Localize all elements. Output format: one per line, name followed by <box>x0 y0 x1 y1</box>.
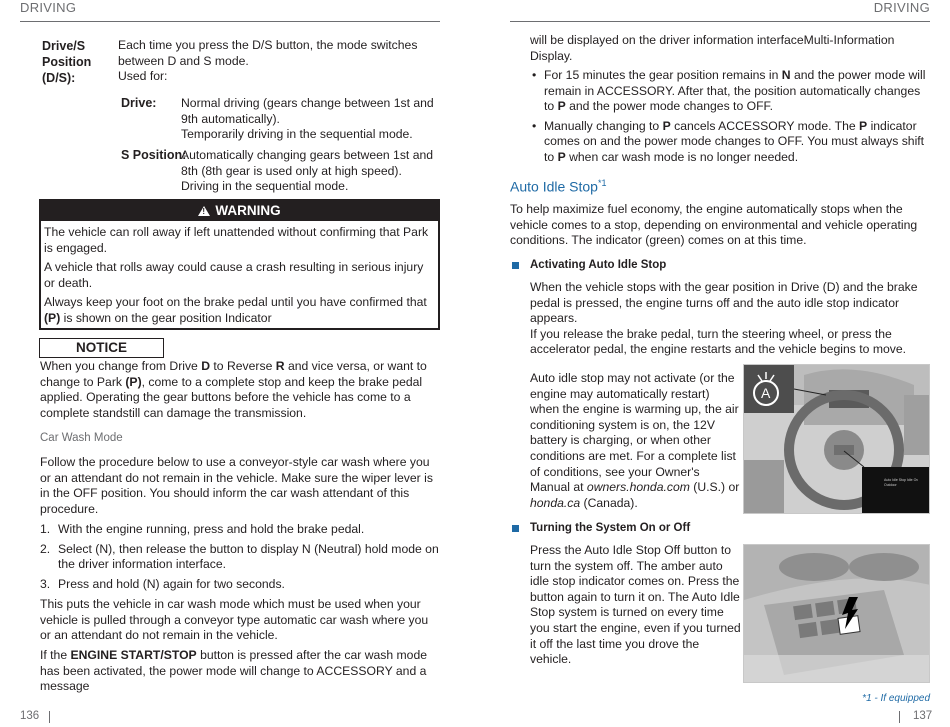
ds-description: Each time you press the D/S button, the mode switches between D and S mode. <box>118 38 418 68</box>
activating-paragraph: If you release the brake pedal, turn the steering wheel, or press the accelerator pedal, the engine restarts and the vehicle begins to move. <box>530 326 907 357</box>
drive-label: Drive: <box>121 96 157 110</box>
car-wash-heading: Car Wash Mode <box>40 432 123 444</box>
footnote-marker: *1 <box>597 178 607 188</box>
svg-text:A: A <box>761 385 771 401</box>
s-position-description: Automatically changing gears between 1st and 8th (8th gear is used only at high speed). <box>181 148 434 178</box>
square-bullet-icon <box>512 262 519 269</box>
ds-text <box>118 38 438 85</box>
footnote: *1 - If equipped <box>862 693 930 704</box>
bullet-item: • For 15 minutes the gear position remains in N and the power mode will remain in ACCESSORY. After that, the position automatically changes to P and the power mode changes to OFF. <box>530 68 930 115</box>
drive-description: Normal driving (gears change between 1st and 9th automatically). <box>181 96 434 126</box>
warning-paragraph: A vehicle that rolls away could cause a crash resulting in serious injury or death. <box>44 260 424 290</box>
step-item: 1. With the engine running, press and hold the brake pedal. <box>40 522 365 536</box>
notice-text: When you change from Drive D to Reverse R and vice versa, or want to change to Park (P), come to a complete stop and keep the brake pedal applied. Operating the gear buttons before the vehicle has come to a complete standstill can damage the transmission. <box>40 359 427 420</box>
warning-triangle-icon <box>198 206 210 216</box>
bullet-item: • Manually changing to P cancels ACCESSORY mode. The P indicator comes on and the power mode changes to OFF. You must always shift to P when car wash mode is no longer needed. <box>530 119 930 166</box>
car-wash-intro: Follow the procedure below to use a conveyor-style car wash where you or an attendant do not remain in the vehicle. Make sure the wiper lever is in the OFF position. You should inform the car wash attendant of this procedure. <box>40 455 433 516</box>
section-header: DRIVING <box>20 0 77 15</box>
header-rule <box>510 21 930 22</box>
right-page <box>475 0 950 727</box>
turning-on-off-heading: Turning the System On or Off <box>530 522 691 534</box>
s-position-text <box>181 148 439 195</box>
footer-divider <box>49 711 50 723</box>
step-item: 2. Select (N), then release the button to display N (Neutral) hold mode on the driver information interface. <box>40 541 439 572</box>
activating-paragraph: When the vehicle stops with the gear position in Drive (D) and the brake pedal is pressed, the engine turns off and the auto idle stop indicator appears. <box>530 280 918 326</box>
notice-label: NOTICE <box>39 338 164 358</box>
drive-usage: Temporarily driving in the sequential mode. <box>181 127 413 142</box>
s-position-label: S Position: <box>121 148 187 162</box>
auto-idle-stop-intro: To help maximize fuel economy, the engine automatically stops when the vehicle comes to a stop, depending on environmental and vehicle operating conditions. The indicator (green) comes on at this time. <box>510 202 918 248</box>
dashboard-illustration <box>744 365 930 514</box>
warning-paragraph: The vehicle can roll away if left unattended without confirming that Park is engaged. <box>44 225 429 255</box>
page-number: 136 <box>20 710 40 722</box>
dashboard-photo <box>743 364 930 514</box>
drive-text <box>181 96 439 143</box>
car-wash-bullets <box>530 68 930 170</box>
owners-url: owners.honda.com <box>586 480 690 495</box>
footer-divider <box>899 711 900 723</box>
page-number: 137 <box>913 710 933 722</box>
engine-start-text: If the ENGINE START/STOP button is pressed after the car wash mode has been activated, the power mode will change to ACCESSORY and a message <box>40 648 428 694</box>
square-bullet-icon <box>512 525 519 532</box>
car-wash-result: This puts the vehicle in car wash mode which must be used when your vehicle is pulled through a conveyor type automatic car wash where you or an attendant do not remain in the vehicle. <box>40 597 429 643</box>
activating-text <box>530 280 920 358</box>
ds-used-for: Used for: <box>118 69 168 84</box>
continued-text: will be displayed on the driver information interfaceMulti-Information Display. <box>530 33 895 63</box>
warning-paragraph: Always keep your foot on the brake pedal until you have confirmed that (P) is shown on the gear position Indicator <box>44 295 427 325</box>
console-button-photo <box>743 544 930 683</box>
step-item: 3. Press and hold (N) again for two seconds. <box>40 576 285 591</box>
turning-on-off-text: Press the Auto Idle Stop Off button to turn the system off. The amber auto idle stop indicator comes on. Press the button again to turn it on. The Auto Idle Stop system is turned on every time you start the engine, even if you turned it off the last time you drove the vehicle. <box>530 543 741 667</box>
car-wash-steps <box>40 522 440 592</box>
header-rule <box>20 21 440 22</box>
s-position-usage: Driving in the sequential mode. <box>181 179 349 194</box>
ds-label: Drive/S Position (D/S): <box>42 39 92 85</box>
console-illustration <box>744 545 930 683</box>
display-caption: Auto Idle Stop Idle Ov Outdoor <box>884 478 919 487</box>
warning-title: WARNING <box>215 203 281 218</box>
warning-box <box>39 199 440 330</box>
section-header: DRIVING <box>873 0 930 15</box>
honda-ca-url: honda.ca <box>530 495 581 510</box>
warning-bar <box>41 201 438 221</box>
may-not-activate-text: Auto idle stop may not activate (or the engine may automatically restart) when the engine is warming up, the air conditioning system is on, the 12V battery is charging, or when other conditions are met. For a complete list of conditions, see your Owner's Manual at owners.honda.com (U.S.) or honda.ca (Canada). <box>530 371 740 510</box>
auto-idle-stop-heading: Auto Idle Stop$^{*1}$ <box>510 178 607 195</box>
activating-heading: Activating Auto Idle Stop <box>530 259 667 271</box>
